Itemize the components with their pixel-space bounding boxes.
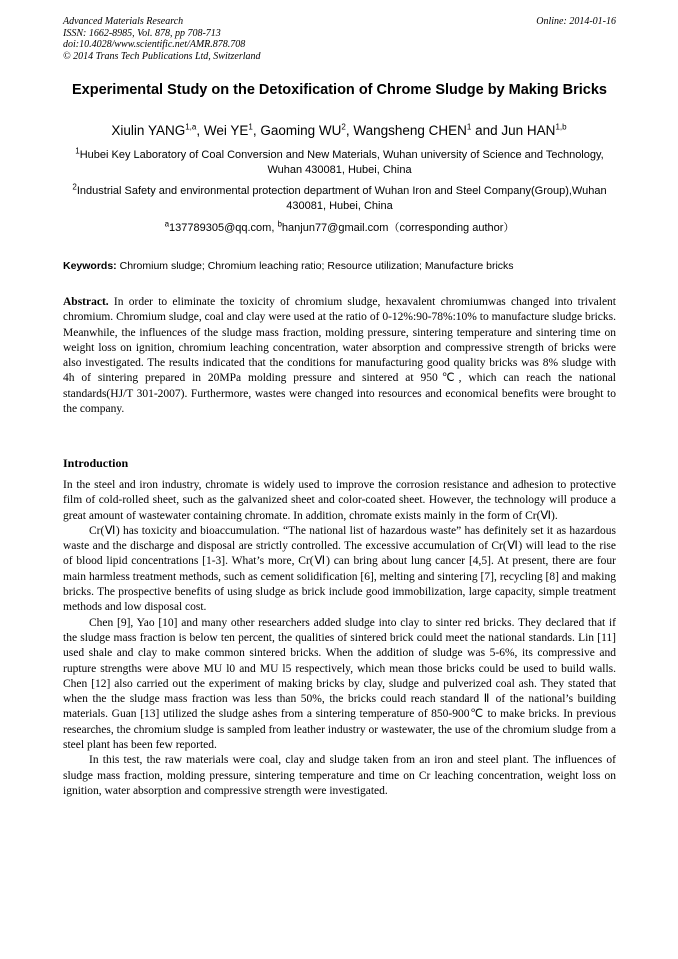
abstract [63,295,616,417]
author-separator: , [196,123,204,138]
author-name: Wei YE [203,123,249,138]
affiliation-text: Hubei Key Laboratory of Coal Conversion and New Materials, Wuhan university of Science and Technology, Wuhan 430081, Hubei, China [79,149,604,176]
section-heading-introduction: Introduction [63,456,129,470]
affiliation-2 [63,184,616,214]
author-name: Jun HAN [501,123,556,138]
author-separator: and [471,123,502,138]
author-separator: , [345,123,354,138]
journal-header [63,16,616,62]
affiliation-1 [63,148,616,178]
author-affiliation-mark: 1 [248,122,253,132]
author-name: Xiulin YANG [111,123,186,138]
issn-line: ISSN: 1662-8985, Vol. 878, pp 708-713 [63,27,221,39]
email-b: hanjun77@gmail.com（corresponding author） [281,222,515,234]
abstract-text: In order to eliminate the toxicity of chromium sludge, hexavalent chromiumwas changed into trivalent chromium. Chromium sludge, coal and clay were used at the ratio of 0-12%:90-78%:10% to manufacture sludge bricks. Meanwhile, the influences of the sludge mass fraction, molding pressure, sintering temperature and sintering time on weight loss on ignition, chromium leaching concentration, water absorption and compressive strength of bricks were also investigated. The results indicated that the conditions for manufacturing good quality bricks was 8% sludge with 4h of sintering prepared in 20MPa molding pressure and sintered at 950℃, which can reach the national standards(HJ/T 301-2007). Furthermore, wastes were changed into resources and economical benefits were brought to the company. [63,296,617,416]
paper-title: Experimental Study on the Detoxification of Chrome Sludge by Making Bricks [72,82,607,98]
email-mark-b: b [277,219,282,229]
author-affiliation-mark: 2 [341,122,346,132]
author-affiliation-mark: 1,a [185,122,197,132]
author-name: Wangsheng CHEN [353,123,467,138]
online-date: Online: 2014-01-16 [536,16,616,27]
affiliation-mark: 1 [75,146,80,156]
keywords-text: Chromium sludge; Chromium leaching ratio; Resource utilization; Manufacture bricks [119,260,514,272]
author-separator: , [252,123,261,138]
paragraph: Cr(Ⅵ) has toxicity and bioaccumulation. “The national list of hazardous waste” has definitely set it as hazardous waste and the discharge and disposal are strictly controlled. The excessive accumulation of Cr(Ⅵ) will lead to the rise of blood lipid concentrations [1-3]. What’s more, Cr(Ⅵ) can bring about lung cancer [4,5]. At present, there are four main harmless treatment methods, such as cement solidification [6], melting and sintering [7], recycling [8] and making bricks. The prospective benefits of using sludge as brick include good immobilization, large capacity, simple treatment methods and low disposal cost. [63,524,616,614]
copyright-line: © 2014 Trans Tech Publications Ltd, Switzerland [63,50,261,62]
paragraph: In the steel and iron industry, chromate is widely used to improve the corrosion resistance and adhesion to protective film of cold-rolled sheet, such as the galvanized sheet and color-coated sheet. However, the technology will produce a great amount of wastewater containing chromate. In addition, chromate exists mainly in the form of Cr(Ⅵ). [63,479,616,522]
email-a: 137789305@qq.com, [169,222,278,234]
contact-emails [63,221,616,236]
doi-line: doi:10.4028/www.scientific.net/AMR.878.708 [63,39,246,50]
keywords-label: Keywords: [63,260,117,272]
abstract-label: Abstract. [63,296,109,308]
affiliation-text: Industrial Safety and environmental protection department of Wuhan Iron and Steel Company(Group),Wuhan 430081, Hubei, China [76,185,607,212]
author-name: Gaoming WU [260,123,342,138]
email-mark-a: a [164,219,170,229]
author-affiliation-mark: 1 [466,122,472,132]
affiliation-mark: 2 [72,182,77,192]
paragraph: In this test, the raw materials were coal, clay and sludge taken from an iron and steel plant. The influences of sludge mass fraction, molding pressure, sintering temperature and time on Cr leaching concentration, weight loss on ignition, water absorption and compressive strength were investigated. [63,754,616,797]
paragraph: Chen [9], Yao [10] and many other researchers added sludge into clay to sinter red bricks. They declared that if the sludge mass fraction is below ten percent, the qualities of sintered brick could meet the national standards. Lin [11] used shale and clay to make common sintered bricks. When the addition of sludge was 5-6%, its compressive and rupture strengths were above MU l0 and MU l5 respectively, which mean those bricks could be used to build walls. Chen [12] also carried out the experiment of making bricks by clay, sludge and pulverized coal ash. They stated that when the the sludge mass fraction was less than 50%, the bricks could reach standard Ⅱ of the national’s building materials. Guan [13] utilized the sludge ashes from a sintering temperature of 850-900℃ to make bricks. In previous researches, the chromium sludge is sampled from leather industry or wastewater, the use of the chromium sludge from a steel plant has been few reported. [63,616,616,752]
author-affiliation-mark: 1,b [555,122,567,132]
journal-name: Advanced Materials Research [63,16,184,27]
introduction-body [63,478,616,799]
keywords [63,259,616,273]
author-list [50,122,628,140]
